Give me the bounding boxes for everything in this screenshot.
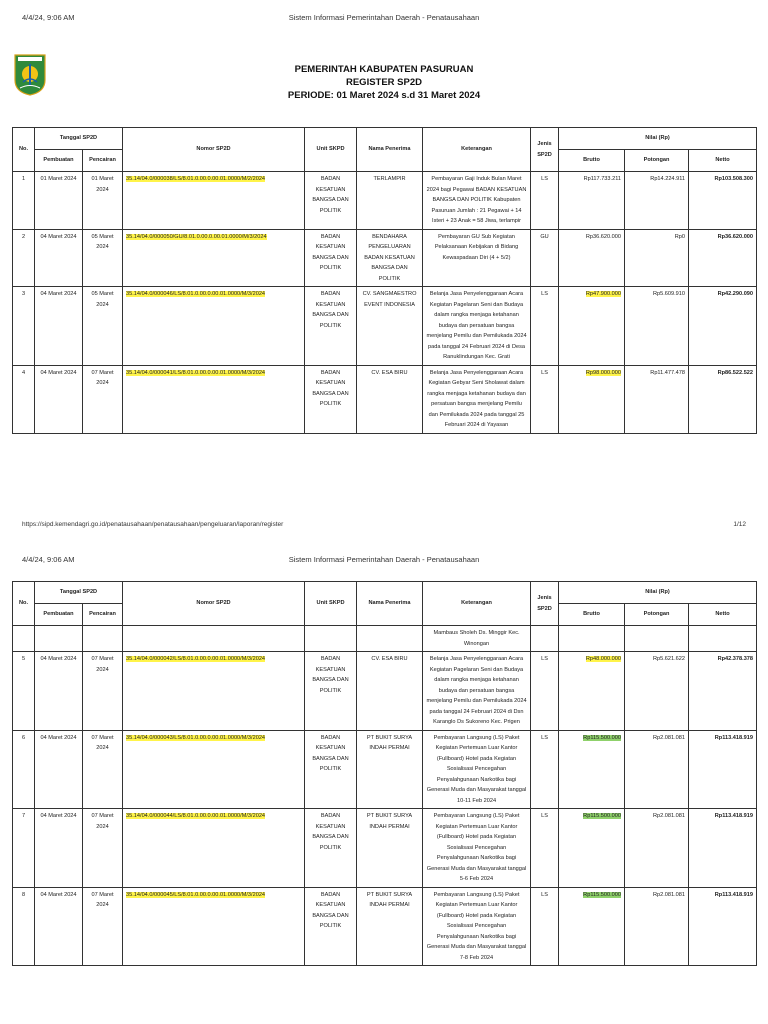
cell-potongan-text: Rp0 xyxy=(674,233,686,240)
col-header-jenis: Jenis SP2D xyxy=(531,128,559,172)
cell-no-text: 1 xyxy=(21,176,26,182)
cell-netto-text: Rp86.522.522 xyxy=(717,369,754,376)
cell-nomor-sp2d-text: 35.14/04.0/000050/GU/8.01.0.00.0.00.01.0000/M/3/2024 xyxy=(126,233,267,240)
cell-keterangan xyxy=(423,365,531,433)
cell-nomor-sp2d-text: 35.14/04.0/000041/LS/8.01.0.00.0.00.01.0000/M/3/2024 xyxy=(126,369,266,376)
cell-jenis xyxy=(531,809,559,888)
cell-jenis-text: LS xyxy=(541,176,548,182)
cell-netto xyxy=(689,287,757,366)
col-header-nilai: Nilai (Rp) xyxy=(559,128,757,150)
print-timestamp: 4/4/24, 9:06 AM xyxy=(22,13,75,22)
col-header-unit: Unit SKPD xyxy=(305,582,357,626)
cell-netto-text: Rp36.620.000 xyxy=(717,233,754,240)
table-row xyxy=(13,887,757,966)
print-timestamp: 4/4/24, 9:06 AM xyxy=(22,555,75,564)
cell-pembuatan xyxy=(35,730,83,809)
cell-potongan-text: Rp11.477.478 xyxy=(650,369,686,376)
print-header xyxy=(0,13,768,27)
cell-unit-skpd xyxy=(305,887,357,966)
col-header-potongan: Potongan xyxy=(625,604,689,626)
cell-pencairan xyxy=(83,730,123,809)
cell-potongan xyxy=(625,365,689,433)
col-header-no: No. xyxy=(13,128,35,172)
cell-netto-text: Rp113.418.919 xyxy=(714,734,754,741)
cell-jenis-text: GU xyxy=(540,233,549,240)
cell-keterangan-text: Pembayaran Gaji Induk Bulan Maret 2024 bagi Pegawai BADAN KESATUAN BANGSA DAN POLITIK Kabupaten Pasuruan Jumlah : 21 Pegawai + 14 Isteri + 23 Anak = 58 Jiwa, terlampir xyxy=(426,176,527,224)
col-header-netto: Netto xyxy=(689,150,757,172)
cell-potongan-text: Rp14.224.911 xyxy=(650,176,686,182)
cell-nama-penerima-text: PT BUKIT SURYA INDAH PERMAI xyxy=(366,734,413,751)
cell-brutto xyxy=(559,172,625,230)
cell-pencairan-text: 07 Maret 2024 xyxy=(91,656,114,673)
cell-no xyxy=(13,229,35,287)
cell-unit-skpd-text: BADAN KESATUAN BANGSA DAN POLITIK xyxy=(312,734,349,772)
cell-pembuatan-text: 04 Maret 2024 xyxy=(40,813,77,819)
report-title-period: PERIODE: 01 Maret 2024 s.d 31 Maret 2024 xyxy=(287,90,481,101)
cell-keterangan xyxy=(423,287,531,366)
cell-brutto xyxy=(559,287,625,366)
cell-pencairan xyxy=(83,287,123,366)
cell-netto-text: Rp103.508.300 xyxy=(714,176,754,182)
cell-nama-penerima xyxy=(357,229,423,287)
col-header-potongan: Potongan xyxy=(625,150,689,172)
col-header-tanggal: Tanggal SP2D xyxy=(35,128,123,150)
cell-unit-skpd xyxy=(305,730,357,809)
cell-nama-penerima-text: CV. ESA BIRU xyxy=(371,369,408,376)
cell-nomor-sp2d-text: 35.14/04.0/000042/LS/8.01.0.00.0.00.01.0000/M/3/2024 xyxy=(126,656,266,662)
cell-unit-skpd-text: BADAN KESATUAN BANGSA DAN POLITIK xyxy=(312,233,349,271)
cell-nama-penerima-text: PT BUKIT SURYA INDAH PERMAI xyxy=(366,813,413,830)
cell-pembuatan xyxy=(35,809,83,888)
cell-keterangan xyxy=(423,652,531,731)
cell-unit-skpd-text: BADAN KESATUAN BANGSA DAN POLITIK xyxy=(312,891,349,929)
col-header-pembuatan: Pembuatan xyxy=(35,150,83,172)
cell-pencairan xyxy=(83,809,123,888)
sp2d-register-table-page2 xyxy=(12,581,757,966)
col-header-netto: Netto xyxy=(689,604,757,626)
cell-pembuatan-text: 04 Maret 2024 xyxy=(40,656,77,662)
cell-nama-penerima-text: TERLAMPIR xyxy=(373,176,406,182)
cell-potongan-text: Rp2.081.081 xyxy=(652,734,686,741)
col-header-penerima: Nama Penerima xyxy=(357,128,423,172)
page2-table-viewport xyxy=(0,581,768,1024)
table-row-continuation xyxy=(13,626,757,652)
cell-netto-text: Rp42.290.090 xyxy=(717,291,754,297)
cell-nama-penerima-text: BENDAHARA PENGELUARAN BADAN KESATUAN BANGSA DAN POLITIK xyxy=(364,233,415,282)
print-header-page2 xyxy=(0,555,768,569)
cell-nama-penerima-text: CV. ESA BIRU xyxy=(371,656,408,662)
cell-pembuatan xyxy=(35,365,83,433)
cell-pencairan xyxy=(83,365,123,433)
table-row xyxy=(13,809,757,888)
cell-pencairan-text: 05 Maret 2024 xyxy=(91,291,114,308)
cell-keterangan-text: Pembayaran Langsung (LS) Paket Kegiatan Pertemuan Luar Kantor (Fullboard) Hotel pada Kegiatan Sosialisasi Pencegahan Penyalahgunaan Narkotika bagi Generasi Muda dan Masyarakat tanggal 5-6 Feb 2024 xyxy=(426,813,527,882)
cell-jenis-text: LS xyxy=(541,891,548,898)
cell-jenis xyxy=(531,287,559,366)
cell-pembuatan-text: 04 Maret 2024 xyxy=(40,233,77,240)
cell-potongan xyxy=(625,229,689,287)
cell-nomor-sp2d-text: 35.14/04.0/000045/LS/8.01.0.00.0.00.01.0000/M/3/2024 xyxy=(126,891,266,898)
sp2d-register-table-page1 xyxy=(12,127,757,434)
cell-keterangan-text: Pembayaran Langsung (LS) Paket Kegiatan Pertemuan Luar Kantor (Fullboard) Hotel pada Kegiatan Sosialisasi Pencegahan Penyalahgunaan Narkotika bagi Generasi Muda dan Masyarakat tanggal 10-11 Feb 2024 xyxy=(426,734,527,804)
print-app-title: Sistem Informasi Pemerintahan Daerah - Penatausahaan xyxy=(288,13,480,22)
page1-table-viewport xyxy=(0,127,768,506)
cell-nama-penerima xyxy=(357,809,423,888)
cell-jenis-text: LS xyxy=(541,656,548,662)
cell-nomor-sp2d-text: 35.14/04.0/000044/LS/8.01.0.00.0.00.01.0000/M/3/2024 xyxy=(126,813,266,819)
cell-jenis xyxy=(531,887,559,966)
cell-keterangan-text: Pembayaran Langsung (LS) Paket Kegiatan Pertemuan Luar Kantor (Fullboard) Hotel pada Kegiatan Sosialisasi Pencegahan Penyalahgunaan Narkotika bagi Generasi Muda dan Masyarakat tanggal 7-8 Feb 2024 xyxy=(426,891,527,961)
cell-no xyxy=(13,809,35,888)
cell-keterangan-text: Belanja Jasa Penyelenggaraan Acara Kegiatan Gebyar Seni Sholawat dalam rangka menjaga ketahanan budaya dan persatuan bangsa menjelang Pemilu dan Pemilukada 2024 pada tanggal 25 Februari 2024 di Yayasan xyxy=(427,369,526,428)
cell-potongan xyxy=(625,652,689,731)
cell-potongan-text: Rp2.081.081 xyxy=(652,813,686,819)
cell-nomor-sp2d xyxy=(123,652,305,731)
cell-nomor-sp2d-text: 35.14/04.0/000043/LS/8.01.0.00.0.00.01.0000/M/3/2024 xyxy=(126,734,266,741)
cell-no-text: 3 xyxy=(21,291,26,297)
cell-nomor-sp2d xyxy=(123,172,305,230)
col-header-penerima: Nama Penerima xyxy=(357,582,423,626)
cell-pembuatan-text: 04 Maret 2024 xyxy=(40,291,77,297)
col-header-jenis: Jenis SP2D xyxy=(531,582,559,626)
col-header-nomor: Nomor SP2D xyxy=(123,582,305,626)
cell-pencairan xyxy=(83,887,123,966)
cell-pembuatan-text: 01 Maret 2024 xyxy=(40,176,77,182)
col-header-pembuatan: Pembuatan xyxy=(35,604,83,626)
col-header-no: No. xyxy=(13,582,35,626)
cell-brutto xyxy=(559,365,625,433)
cell-potongan xyxy=(625,287,689,366)
cell-nama-penerima xyxy=(357,365,423,433)
cell-jenis-text: LS xyxy=(541,734,548,741)
cell-no xyxy=(13,652,35,731)
cell-no-text: 4 xyxy=(21,369,26,376)
cell-netto-text: Rp42.378.378 xyxy=(717,656,754,662)
cell-brutto xyxy=(559,229,625,287)
cell-pembuatan xyxy=(35,287,83,366)
cell-potongan-text: Rp5.609.910 xyxy=(652,291,686,297)
report-title-block xyxy=(0,63,768,102)
cell-brutto-text: Rp98.000.000 xyxy=(585,369,622,376)
cell-nama-penerima xyxy=(357,287,423,366)
cell-pembuatan xyxy=(35,172,83,230)
cell-potongan-text: Rp2.081.081 xyxy=(652,891,686,898)
cell-jenis-text: LS xyxy=(541,813,548,819)
cell-unit-skpd xyxy=(305,365,357,433)
cell-netto xyxy=(689,229,757,287)
col-header-brutto: Brutto xyxy=(559,604,625,626)
col-header-keterangan: Keterangan xyxy=(423,128,531,172)
cell-potongan xyxy=(625,887,689,966)
cell-nomor-sp2d xyxy=(123,730,305,809)
col-header-keterangan: Keterangan xyxy=(423,582,531,626)
cell-potongan xyxy=(625,730,689,809)
table-row xyxy=(13,730,757,809)
cell-nama-penerima-text: CV. SANGMAESTRO EVENT INDONESIA xyxy=(362,291,417,308)
cell-unit-skpd-text: BADAN KESATUAN BANGSA DAN POLITIK xyxy=(312,813,349,851)
cell-netto xyxy=(689,652,757,731)
cell-pencairan xyxy=(83,652,123,731)
cell-pencairan-text: 07 Maret 2024 xyxy=(91,734,114,751)
cell-nama-penerima xyxy=(357,887,423,966)
cell-keterangan xyxy=(423,172,531,230)
cell-netto xyxy=(689,172,757,230)
cell-jenis-text: LS xyxy=(541,291,548,297)
cell-brutto-text: Rp115.500.000 xyxy=(583,891,622,898)
cell-unit-skpd-text: BADAN KESATUAN BANGSA DAN POLITIK xyxy=(312,176,349,214)
cell-keterangan-continuation: Mambaus Sholeh Ds. Minggir Kec. Winongan xyxy=(423,626,531,652)
cell-nama-penerima-text: PT BUKIT SURYA INDAH PERMAI xyxy=(366,891,413,908)
cell-brutto xyxy=(559,887,625,966)
col-header-nilai: Nilai (Rp) xyxy=(559,582,757,604)
cell-unit-skpd xyxy=(305,809,357,888)
cell-nomor-sp2d xyxy=(123,809,305,888)
cell-potongan xyxy=(625,172,689,230)
cell-jenis xyxy=(531,229,559,287)
table-row xyxy=(13,287,757,366)
cell-no-text: 6 xyxy=(21,734,26,741)
cell-pembuatan xyxy=(35,652,83,731)
col-header-pencairan: Pencairan xyxy=(83,604,123,626)
cell-unit-skpd-text: BADAN KESATUAN BANGSA DAN POLITIK xyxy=(312,656,349,694)
cell-no-text: 7 xyxy=(21,813,26,819)
cell-pencairan-text: 01 Maret 2024 xyxy=(91,176,114,193)
print-url: https://sipd.kemendagri.go.id/penatausahaan/penatausahaan/pengeluaran/laporan/register xyxy=(22,521,284,528)
table-row xyxy=(13,365,757,433)
col-header-brutto: Brutto xyxy=(559,150,625,172)
cell-unit-skpd-text: BADAN KESATUAN BANGSA DAN POLITIK xyxy=(312,369,349,407)
cell-no-text: 8 xyxy=(21,891,26,898)
col-header-unit: Unit SKPD xyxy=(305,128,357,172)
cell-keterangan xyxy=(423,809,531,888)
cell-pembuatan-text: 04 Maret 2024 xyxy=(40,734,77,741)
cell-jenis xyxy=(531,172,559,230)
cell-keterangan xyxy=(423,730,531,809)
cell-no-text: 5 xyxy=(21,656,26,662)
cell-pencairan-text: 05 Maret 2024 xyxy=(91,233,114,250)
cell-unit-skpd xyxy=(305,172,357,230)
cell-brutto-text: Rp115.500.000 xyxy=(583,813,622,819)
col-header-tanggal: Tanggal SP2D xyxy=(35,582,123,604)
cell-unit-skpd xyxy=(305,652,357,731)
cell-brutto-text: Rp115.500.000 xyxy=(583,734,622,741)
cell-pembuatan xyxy=(35,229,83,287)
cell-pembuatan-text: 04 Maret 2024 xyxy=(40,369,77,376)
cell-nama-penerima xyxy=(357,172,423,230)
cell-nomor-sp2d-text: 35.14/04.0/000038/LS/8.01.0.00.0.00.01.0000/M/2/2024 xyxy=(126,176,266,182)
col-header-nomor: Nomor SP2D xyxy=(123,128,305,172)
cell-netto-text: Rp113.418.919 xyxy=(714,891,754,898)
print-page-number: 1/12 xyxy=(733,521,746,528)
cell-netto xyxy=(689,887,757,966)
cell-brutto xyxy=(559,652,625,731)
cell-pembuatan xyxy=(35,887,83,966)
col-header-pencairan: Pencairan xyxy=(83,150,123,172)
report-title-register: REGISTER SP2D xyxy=(345,77,423,88)
cell-netto xyxy=(689,809,757,888)
cell-pencairan-text: 07 Maret 2024 xyxy=(91,891,114,908)
cell-pencairan xyxy=(83,229,123,287)
cell-nomor-sp2d xyxy=(123,887,305,966)
cell-pencairan-text: 07 Maret 2024 xyxy=(91,369,114,386)
cell-jenis xyxy=(531,365,559,433)
cell-pencairan-text: 07 Maret 2024 xyxy=(91,813,114,830)
cell-nomor-sp2d xyxy=(123,229,305,287)
cell-brutto xyxy=(559,730,625,809)
cell-keterangan xyxy=(423,887,531,966)
cell-no xyxy=(13,365,35,433)
cell-potongan xyxy=(625,809,689,888)
cell-keterangan-text: Belanja Jasa Penyelenggaraan Acara Kegiatan Pagelaran Seni dan Budaya dalam rangka menjaga ketahanan budaya dan persatuan bangsa menjelang Pemilu dan Pemilukada 2024 pada tanggal 24 Februari 2024 di Dsn Karanglo Ds Sukoreno Kec. Prigen xyxy=(426,656,527,725)
cell-unit-skpd xyxy=(305,229,357,287)
cell-brutto-text: Rp48.000.000 xyxy=(585,656,622,662)
table-row xyxy=(13,652,757,731)
cell-nomor-sp2d-text: 35.14/04.0/000046/LS/8.01.0.00.0.00.01.0000/M/3/2024 xyxy=(126,291,266,297)
cell-jenis-text: LS xyxy=(541,369,548,376)
cell-keterangan xyxy=(423,229,531,287)
cell-pencairan xyxy=(83,172,123,230)
cell-no xyxy=(13,887,35,966)
cell-no-text: 2 xyxy=(21,233,26,240)
cell-keterangan-text: Belanja Jasa Penyelenggaraan Acara Kegiatan Pagelaran Seni dan Budaya dalam rangka menjaga ketahanan budaya dan persatuan bangsa menjelang Pemilu dan Pemilukada 2024 pada tanggal 24 Februari 2024 di Desa Ranuklindungan Kec. Grati xyxy=(426,291,527,360)
cell-brutto-text: Rp117.733.211 xyxy=(583,176,622,182)
cell-jenis xyxy=(531,652,559,731)
cell-no xyxy=(13,730,35,809)
table-row xyxy=(13,172,757,230)
cell-nomor-sp2d xyxy=(123,365,305,433)
cell-netto-text: Rp113.418.919 xyxy=(714,813,754,819)
cell-jenis xyxy=(531,730,559,809)
cell-unit-skpd-text: BADAN KESATUAN BANGSA DAN POLITIK xyxy=(312,291,349,329)
cell-keterangan-text: Pembayaran GU Sub Kegiatan Pelaksanaan Kebijakan di Bidang Kewaspadaan Diri (4 + 5/2) xyxy=(434,233,519,261)
cell-pembuatan-text: 04 Maret 2024 xyxy=(40,891,77,898)
cell-netto xyxy=(689,365,757,433)
report-title-government: PEMERINTAH KABUPATEN PASURUAN xyxy=(294,64,474,75)
cell-nama-penerima xyxy=(357,652,423,731)
cell-brutto xyxy=(559,809,625,888)
cell-brutto-text: Rp36.620.000 xyxy=(585,233,622,240)
cell-netto xyxy=(689,730,757,809)
cell-unit-skpd xyxy=(305,287,357,366)
print-app-title: Sistem Informasi Pemerintahan Daerah - Penatausahaan xyxy=(288,555,480,564)
cell-potongan-text: Rp5.621.622 xyxy=(652,656,686,662)
cell-nomor-sp2d xyxy=(123,287,305,366)
cell-no xyxy=(13,172,35,230)
cell-nama-penerima xyxy=(357,730,423,809)
table-row xyxy=(13,229,757,287)
cell-brutto-text: Rp47.900.000 xyxy=(585,291,622,297)
cell-no xyxy=(13,287,35,366)
